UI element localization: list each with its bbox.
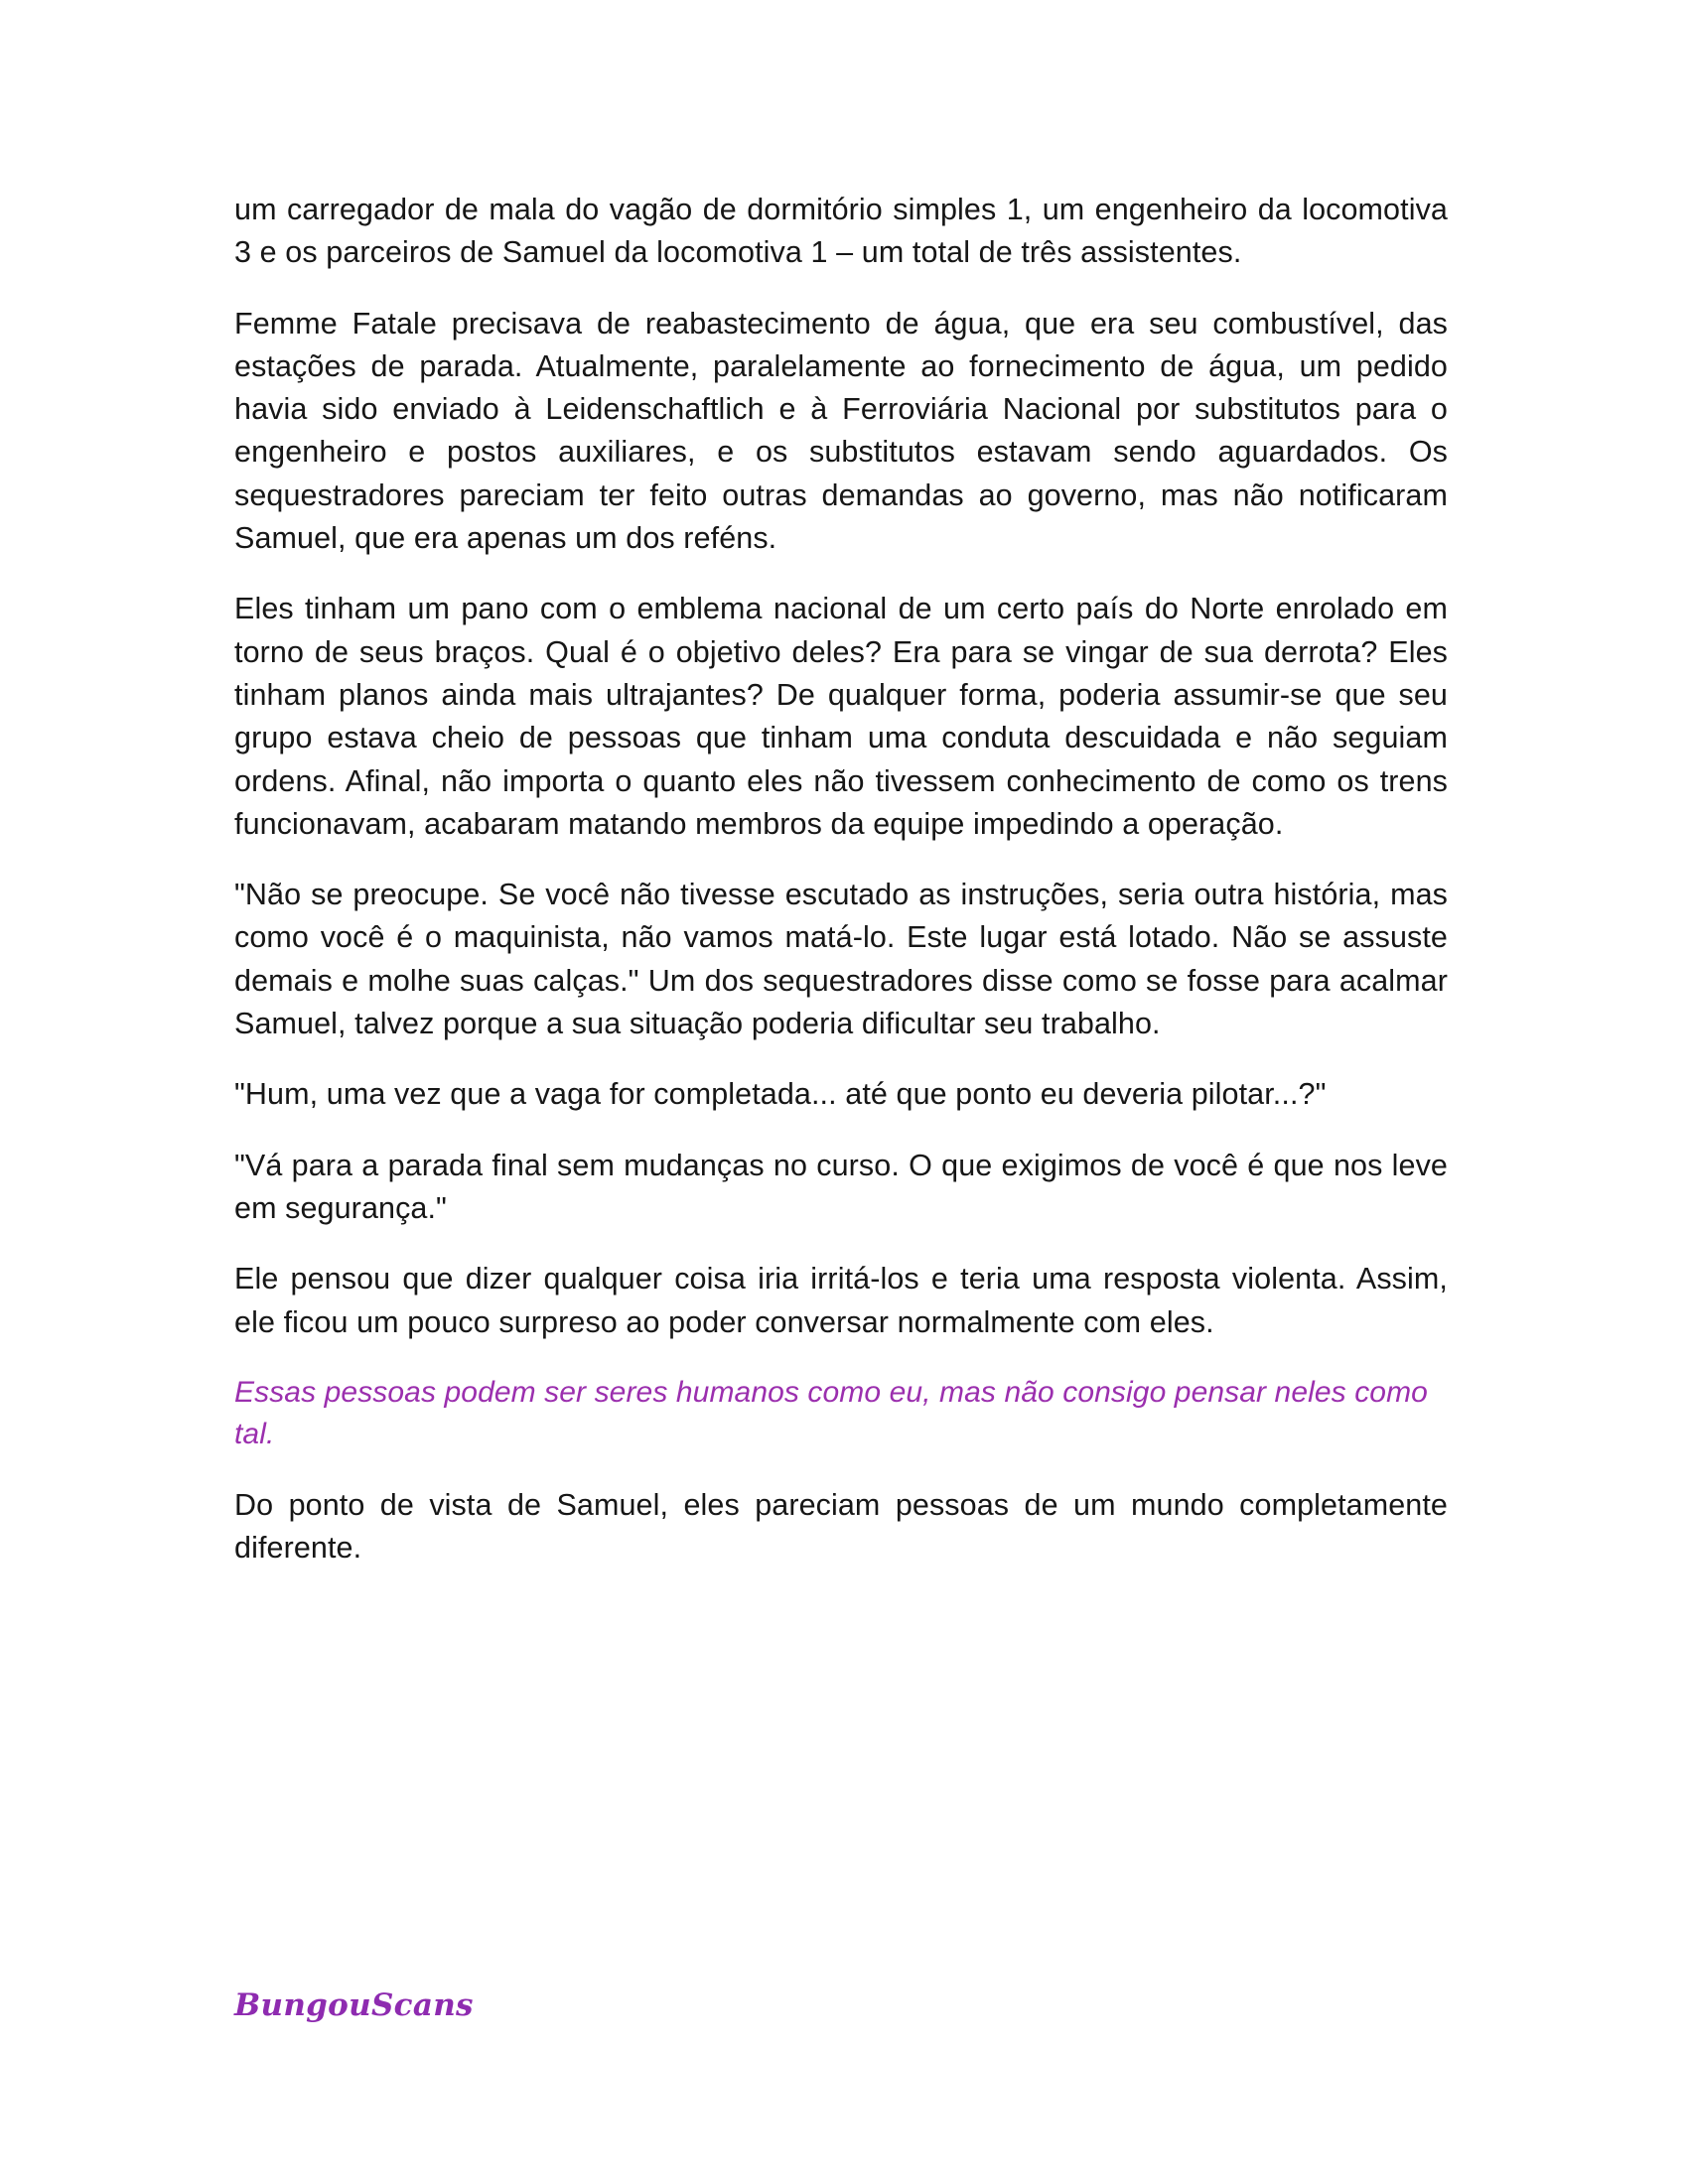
- inner-thought-paragraph: Essas pessoas podem ser seres humanos como eu, mas não consigo pensar neles como tal.: [234, 1375, 1428, 1451]
- paragraph: "Hum, uma vez que a vaga for completada... até que ponto eu deveria pilotar...?": [234, 1077, 1327, 1112]
- text-column: [234, 189, 1448, 1570]
- scanlation-credit: BungouScans: [234, 1987, 474, 2023]
- paragraph: Do ponto de vista de Samuel, eles pareciam pessoas de um mundo completamente diferente.: [234, 1488, 1448, 1566]
- paragraph: "Não se preocupe. Se você não tivesse escutado as instruções, seria outra história, mas como você é o maquinista, não vamos matá-lo. Este lugar está lotado. Não se assuste demais e molhe suas calças." Um dos sequestradores disse como se fosse para acalmar Samuel, talvez porque a sua situação poderia dificultar seu trabalho.: [234, 878, 1448, 1041]
- paragraph: Ele pensou que dizer qualquer coisa iria irritá-los e teria uma resposta violenta. Assim, ele ficou um pouco surpreso ao poder conversar normalmente com eles.: [234, 1262, 1448, 1339]
- paragraph: "Vá para a parada final sem mudanças no curso. O que exigimos de você é que nos leve em segurança.": [234, 1148, 1448, 1225]
- paragraph: um carregador de mala do vagão de dormitório simples 1, um engenheiro da locomotiva 3 e os parceiros de Samuel da locomotiva 1 – um total de três assistentes.: [234, 193, 1448, 270]
- paragraph: Femme Fatale precisava de reabastecimento de água, que era seu combustível, das estações de parada. Atualmente, paralelamente ao fornecimento de água, um pedido havia sido enviado à Leidenschaftlich e à Ferroviária Nacional por substitutos para o engenheiro e postos auxiliares, e os substitutos estavam sendo aguardados. Os sequestradores pareciam ter feito outras demandas ao governo, mas não notificaram Samuel, que era apenas um dos reféns.: [234, 306, 1448, 556]
- paragraph: Eles tinham um pano com o emblema nacional de um certo país do Norte enrolado em torno de seus braços. Qual é o objetivo deles? Era para se vingar de sua derrota? Eles tinham planos ainda mais ultrajantes? De qualquer forma, poderia assumir-se que seu grupo estava cheio de pessoas que tinham uma conduta descuidada e não seguiam ordens. Afinal, não importa o quanto eles não tivessem conhecimento de como os trens funcionavam, acabaram matando membros da equipe impedindo a operação.: [234, 592, 1448, 841]
